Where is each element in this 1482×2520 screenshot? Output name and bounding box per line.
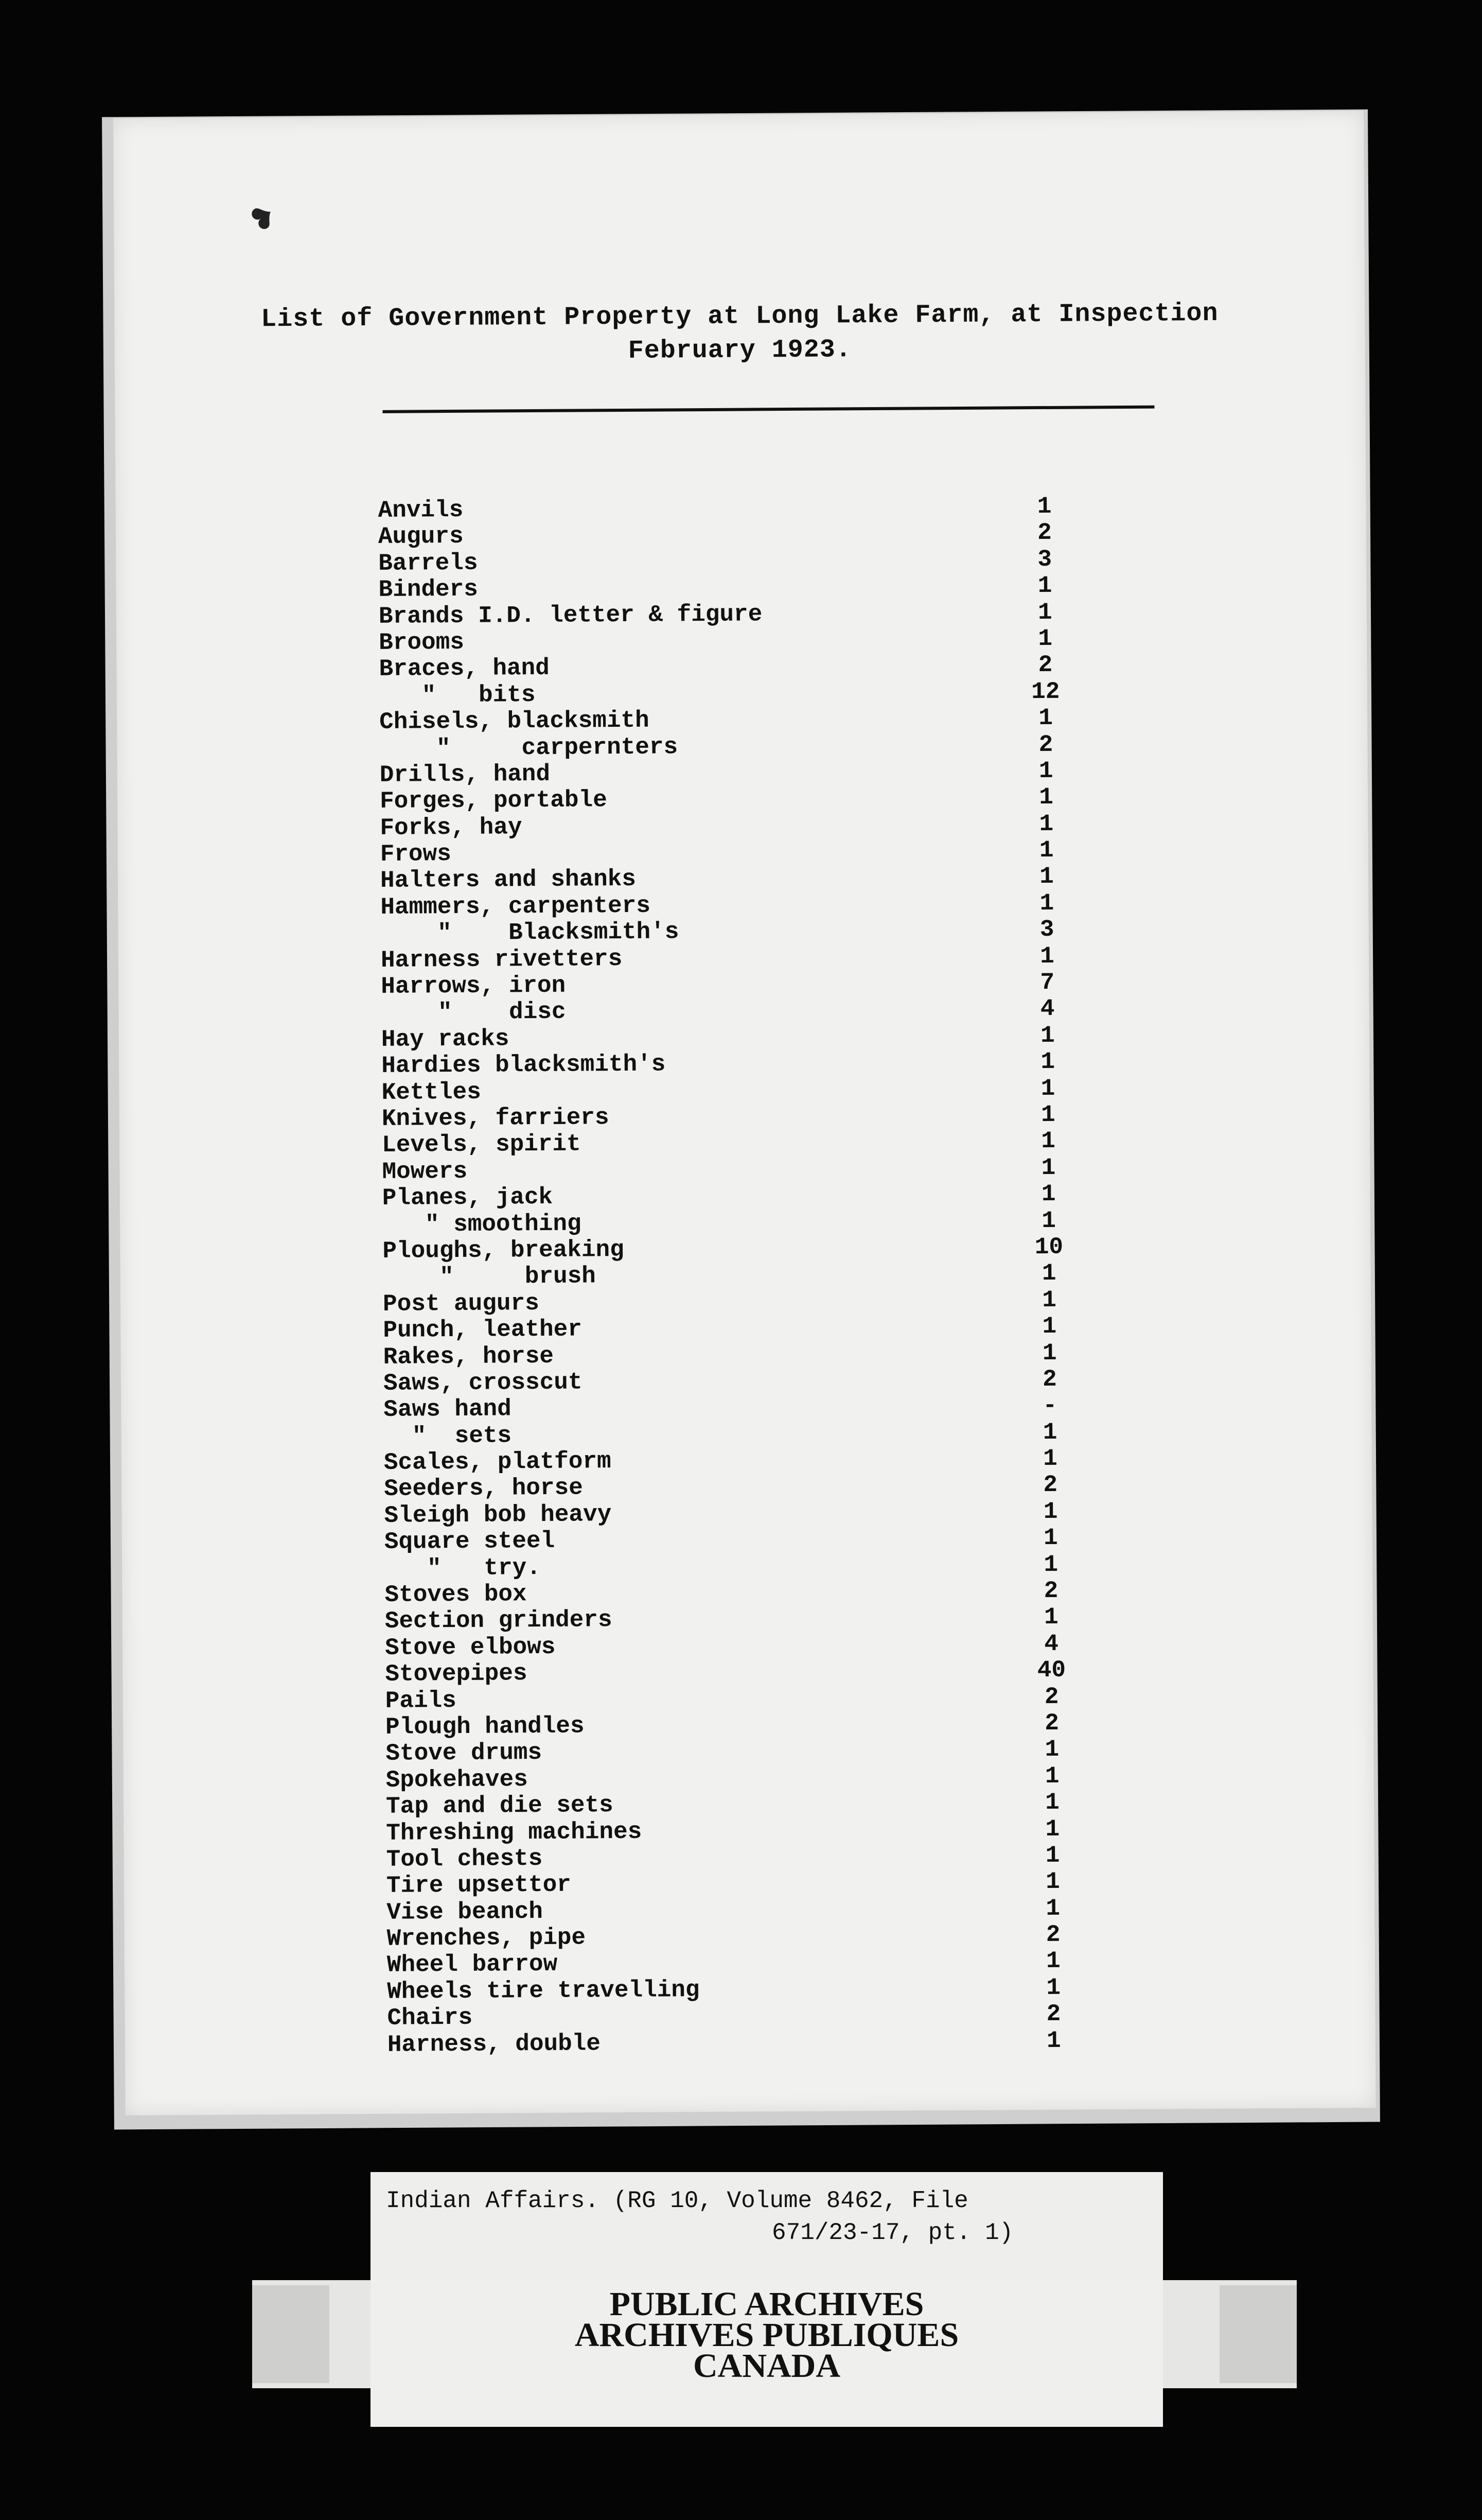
item-quantity: 1 bbox=[1040, 1075, 1055, 1102]
stamp-strip-end-right bbox=[1220, 2285, 1297, 2383]
item-quantity: 1 bbox=[1040, 1048, 1055, 1076]
item-quantity: 1 bbox=[1040, 1022, 1055, 1049]
list-item bbox=[387, 2027, 1159, 2058]
document-title bbox=[114, 296, 1365, 372]
list-item bbox=[382, 1128, 1154, 1159]
item-quantity: 1 bbox=[1039, 784, 1054, 811]
item-name: Ploughs, breaking bbox=[382, 1236, 624, 1265]
stamp-strip-end-left bbox=[252, 2285, 329, 2383]
list-item bbox=[386, 1789, 1158, 1821]
list-item bbox=[378, 519, 1150, 551]
item-quantity: 1 bbox=[1039, 863, 1054, 890]
item-quantity: 1 bbox=[1039, 810, 1054, 837]
property-list bbox=[378, 493, 1159, 2058]
archive-reference-label bbox=[370, 2172, 1163, 2296]
list-item bbox=[381, 916, 1153, 948]
item-quantity: 1 bbox=[1043, 1498, 1058, 1525]
list-item bbox=[380, 837, 1152, 868]
item-name: Barrels bbox=[378, 549, 478, 577]
item-quantity: 2 bbox=[1045, 1709, 1060, 1737]
item-quantity: - bbox=[1043, 1392, 1057, 1420]
list-item bbox=[386, 1815, 1158, 1847]
item-quantity: 1 bbox=[1046, 1895, 1061, 1922]
list-item bbox=[383, 1419, 1155, 1450]
item-quantity: 1 bbox=[1040, 1101, 1055, 1129]
list-item bbox=[385, 1736, 1157, 1767]
list-item bbox=[384, 1551, 1156, 1582]
item-quantity: 1 bbox=[1046, 1974, 1061, 2001]
item-quantity: 2 bbox=[1046, 2001, 1061, 2028]
list-item bbox=[378, 493, 1150, 524]
list-item bbox=[380, 810, 1152, 842]
item-quantity: 1 bbox=[1044, 1604, 1058, 1631]
item-quantity: 1 bbox=[1042, 1260, 1056, 1287]
item-quantity: 4 bbox=[1040, 995, 1055, 1023]
list-item bbox=[381, 969, 1153, 1001]
item-quantity: 1 bbox=[1040, 942, 1054, 970]
list-item bbox=[381, 942, 1153, 974]
item-quantity: 1 bbox=[1039, 836, 1054, 864]
item-name: Hay racks bbox=[381, 1025, 509, 1053]
item-name: Forks, hay bbox=[380, 813, 522, 842]
item-name: Hardies blacksmith's bbox=[381, 1051, 666, 1080]
item-name: Plough handles bbox=[385, 1712, 585, 1741]
list-item bbox=[383, 1366, 1155, 1397]
list-item bbox=[379, 705, 1151, 736]
list-item bbox=[382, 1101, 1154, 1133]
list-item bbox=[386, 1868, 1158, 1900]
list-item bbox=[385, 1710, 1157, 1741]
item-quantity: 1 bbox=[1045, 1736, 1060, 1763]
list-item bbox=[378, 572, 1150, 604]
item-name: Halters and shanks bbox=[380, 866, 637, 895]
item-name: Stovepipes bbox=[385, 1660, 527, 1688]
item-quantity: 1 bbox=[1041, 1154, 1056, 1181]
item-name: Threshing machines bbox=[386, 1818, 642, 1847]
stamp-line-2: ARCHIVES PUBLIQUES bbox=[574, 2316, 959, 2354]
list-item bbox=[380, 890, 1152, 921]
item-name: Vise beanch bbox=[386, 1898, 543, 1926]
title-divider bbox=[382, 406, 1154, 413]
item-quantity: 1 bbox=[1045, 1868, 1060, 1896]
list-item bbox=[386, 1895, 1158, 1926]
item-name: Wrenches, pipe bbox=[386, 1924, 586, 1952]
item-name: Drills, hand bbox=[379, 760, 551, 789]
list-item bbox=[386, 1842, 1158, 1874]
item-name: Stove drums bbox=[385, 1739, 542, 1767]
item-name: " smoothing bbox=[382, 1210, 581, 1238]
list-item bbox=[384, 1445, 1156, 1477]
item-name: Spokehaves bbox=[385, 1765, 528, 1794]
list-item bbox=[383, 1260, 1155, 1291]
item-quantity: 1 bbox=[1042, 1207, 1056, 1234]
list-item bbox=[385, 1657, 1157, 1688]
list-item bbox=[387, 1948, 1159, 1979]
list-item bbox=[383, 1286, 1155, 1318]
list-item bbox=[385, 1604, 1157, 1635]
item-quantity: 2 bbox=[1043, 1472, 1058, 1499]
item-name: Stove elbows bbox=[385, 1633, 556, 1661]
list-item bbox=[380, 758, 1152, 789]
item-quantity: 1 bbox=[1041, 1181, 1056, 1208]
list-item bbox=[384, 1525, 1156, 1556]
item-name: Saws, crosscut bbox=[383, 1369, 583, 1397]
item-name: Harrows, iron bbox=[381, 972, 566, 1000]
item-quantity: 1 bbox=[1045, 1762, 1060, 1790]
item-name: Brands I.D. letter & figure bbox=[378, 600, 763, 630]
item-quantity: 1 bbox=[1042, 1312, 1057, 1340]
stamp-line-3: CANADA bbox=[693, 2347, 840, 2385]
list-item bbox=[386, 1762, 1158, 1794]
archives-stamp bbox=[370, 2278, 1163, 2427]
list-item bbox=[386, 1921, 1158, 1953]
list-item bbox=[380, 863, 1152, 895]
item-name: Pails bbox=[385, 1687, 456, 1714]
item-quantity: 12 bbox=[1031, 678, 1060, 705]
item-quantity: 2 bbox=[1043, 1366, 1057, 1393]
stamp-line-1: PUBLIC ARCHIVES bbox=[609, 2285, 924, 2323]
item-name: Levels, spirit bbox=[382, 1130, 581, 1159]
archive-reference-line-2: 671/23-17, pt. 1) bbox=[772, 2219, 1014, 2246]
item-name: Anvils bbox=[378, 496, 464, 524]
item-quantity: 1 bbox=[1044, 1551, 1058, 1578]
item-quantity: 1 bbox=[1043, 1525, 1058, 1552]
list-item bbox=[379, 599, 1151, 630]
item-name: Planes, jack bbox=[382, 1183, 553, 1212]
item-name: Mowers bbox=[382, 1158, 468, 1185]
title-line-2: February 1923. bbox=[628, 335, 852, 366]
item-name: Augurs bbox=[378, 523, 464, 551]
list-item bbox=[381, 1022, 1153, 1054]
list-item bbox=[383, 1313, 1155, 1344]
list-item bbox=[383, 1392, 1155, 1424]
item-quantity: 4 bbox=[1044, 1630, 1059, 1657]
item-name: Chairs bbox=[387, 2004, 473, 2032]
item-quantity: 3 bbox=[1037, 546, 1052, 573]
item-quantity: 1 bbox=[1043, 1445, 1057, 1473]
item-quantity: 2 bbox=[1038, 652, 1053, 679]
item-quantity: 1 bbox=[1041, 1128, 1056, 1155]
list-item bbox=[379, 625, 1151, 657]
item-name: " Blacksmith's bbox=[380, 918, 679, 948]
archives-stamp-text bbox=[370, 2278, 1163, 2385]
item-name: Post augurs bbox=[382, 1289, 539, 1318]
paper-mark-icon: ❥ bbox=[244, 196, 286, 242]
list-item bbox=[379, 731, 1151, 762]
list-item bbox=[384, 1472, 1156, 1503]
list-item bbox=[384, 1578, 1156, 1609]
item-quantity: 2 bbox=[1044, 1683, 1059, 1710]
item-name: Seeders, horse bbox=[384, 1474, 583, 1503]
item-name: Wheel barrow bbox=[386, 1951, 558, 1979]
item-name: Hammers, carpenters bbox=[380, 892, 651, 921]
item-quantity: 1 bbox=[1037, 493, 1052, 520]
item-quantity: 1 bbox=[1045, 1842, 1060, 1869]
item-name: " bits bbox=[379, 681, 536, 709]
list-item bbox=[382, 1181, 1154, 1212]
list-item bbox=[383, 1339, 1155, 1371]
list-item bbox=[384, 1498, 1156, 1530]
list-item bbox=[385, 1683, 1157, 1714]
item-name: Saws hand bbox=[383, 1395, 511, 1424]
item-quantity: 10 bbox=[1034, 1233, 1064, 1261]
item-quantity: 1 bbox=[1046, 2027, 1061, 2054]
item-quantity: 1 bbox=[1038, 625, 1053, 652]
item-name: Punch, leather bbox=[383, 1316, 583, 1344]
item-name: Forges, portable bbox=[379, 786, 607, 815]
document-page bbox=[113, 111, 1376, 2115]
item-name: Harness rivetters bbox=[380, 945, 623, 974]
item-name: Frows bbox=[380, 841, 451, 868]
list-item bbox=[378, 546, 1150, 577]
item-quantity: 1 bbox=[1043, 1419, 1057, 1446]
item-name: Stoves box bbox=[384, 1581, 527, 1608]
item-quantity: 1 bbox=[1037, 572, 1052, 600]
title-line-1: List of Government Property at Long Lake Farm, at Inspection bbox=[261, 299, 1219, 335]
item-name: Wheels tire travelling bbox=[387, 1976, 700, 2005]
item-name: Section grinders bbox=[384, 1606, 612, 1635]
item-name: Square steel bbox=[384, 1528, 555, 1556]
item-name: " brush bbox=[382, 1263, 596, 1291]
item-name: Knives, farriers bbox=[381, 1104, 609, 1132]
item-quantity: 2 bbox=[1044, 1577, 1058, 1605]
item-quantity: 1 bbox=[1042, 1286, 1057, 1314]
list-item bbox=[380, 784, 1152, 815]
item-quantity: 1 bbox=[1045, 1815, 1060, 1843]
item-name: " disc bbox=[381, 999, 566, 1027]
item-name: " sets bbox=[383, 1422, 512, 1450]
list-item bbox=[387, 1974, 1159, 2006]
item-name: Kettles bbox=[381, 1078, 481, 1106]
item-quantity: 1 bbox=[1042, 1339, 1057, 1367]
item-name: Scales, platform bbox=[383, 1448, 611, 1476]
list-item bbox=[381, 1048, 1153, 1080]
item-name: Tap and die sets bbox=[385, 1792, 613, 1820]
list-item bbox=[387, 2001, 1159, 2032]
item-name: Sleigh bob heavy bbox=[384, 1500, 612, 1529]
item-name: " try. bbox=[384, 1554, 541, 1582]
item-quantity: 1 bbox=[1046, 1948, 1061, 1975]
item-quantity: 1 bbox=[1037, 599, 1052, 626]
item-quantity: 2 bbox=[1038, 731, 1053, 758]
item-quantity: 2 bbox=[1037, 519, 1052, 547]
list-item bbox=[382, 1154, 1154, 1185]
item-quantity: 1 bbox=[1038, 757, 1053, 784]
list-item bbox=[379, 678, 1151, 709]
item-quantity: 1 bbox=[1045, 1789, 1060, 1816]
item-quantity: 3 bbox=[1039, 916, 1054, 943]
item-quantity: 2 bbox=[1046, 1921, 1061, 1949]
list-item bbox=[381, 995, 1153, 1027]
item-name: Tool chests bbox=[386, 1845, 543, 1873]
item-name: Rakes, horse bbox=[383, 1342, 554, 1371]
item-name: Braces, hand bbox=[379, 655, 550, 683]
item-quantity: 40 bbox=[1037, 1656, 1066, 1684]
item-name: Tire upsettor bbox=[386, 1871, 571, 1900]
item-quantity: 1 bbox=[1039, 889, 1054, 917]
item-quantity: 7 bbox=[1040, 969, 1055, 996]
item-name: Chisels, blacksmith bbox=[379, 707, 649, 736]
archive-reference-line-1: Indian Affairs. (RG 10, Volume 8462, File bbox=[386, 2188, 968, 2214]
item-quantity: 1 bbox=[1038, 704, 1053, 732]
item-name: Binders bbox=[378, 575, 478, 604]
item-name: " carpernters bbox=[379, 733, 678, 762]
item-name: Harness, double bbox=[387, 2029, 601, 2058]
list-item bbox=[381, 1075, 1153, 1106]
item-name: Brooms bbox=[379, 628, 465, 656]
list-item bbox=[382, 1234, 1154, 1265]
